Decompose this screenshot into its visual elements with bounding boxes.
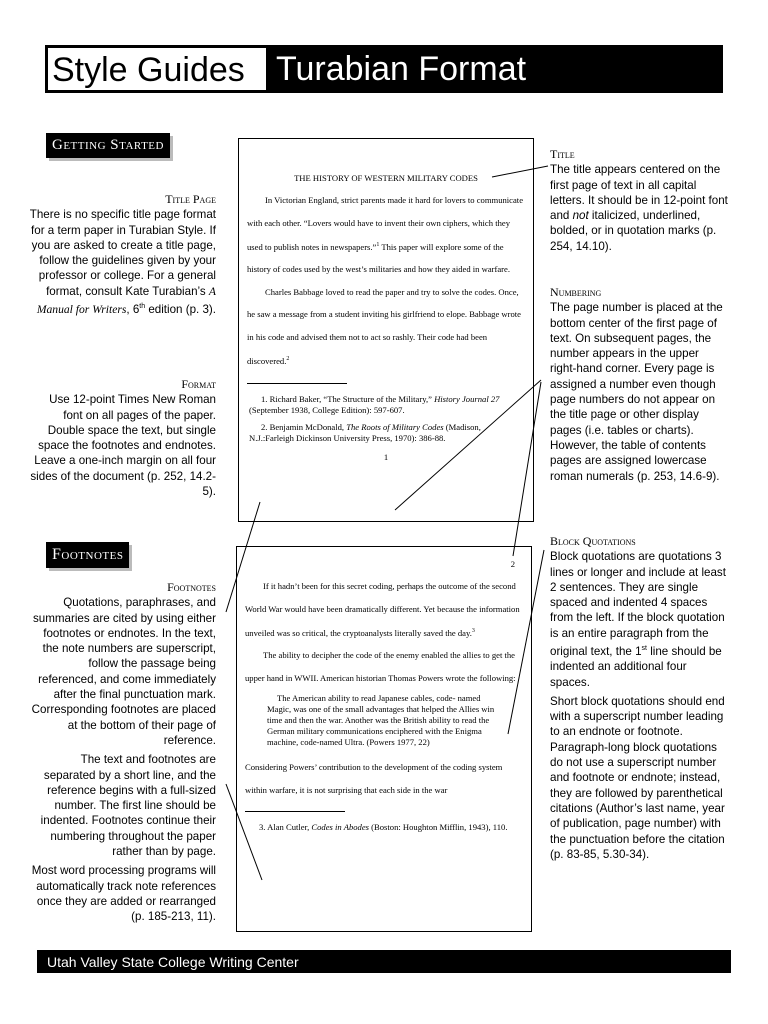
fn2-em: The Roots of Military Codes	[346, 421, 444, 432]
page2-number: 2	[510, 559, 515, 569]
title-page-text-a: There is no specific title page format for a term paper in Turabian Style. If you are asked to create a title page, follow the guidelines given by your professor or college. For a general format, consult Kate Turabian’s	[29, 208, 216, 298]
connector-title	[492, 166, 548, 177]
fn1-em: History Journal 27	[434, 393, 500, 404]
section-footnotes: Footnotes	[46, 542, 129, 568]
fn3-b: (Boston: Houghton Mifflin, 1943), 110.	[369, 822, 508, 833]
title-page-book: A Manual for Writers	[36, 284, 216, 316]
fn3-a: 3. Alan Cutler,	[259, 822, 312, 833]
block-quotations-sup: st	[641, 645, 647, 653]
header-turabian-format: Turabian Format	[276, 50, 527, 88]
page2-block-quote: The American ability to read Japanese cables, code- named Magic, was one of the small advantages that helped the Allies win time and then the war. Another was the British ability to read the German military communications enciphered with the Enigma machine, code-named Ultra. (Powers 1977, 22)	[267, 693, 495, 748]
format-text: Use 12-point Times New Roman font on all pages of the paper. Double space the text, but single space the footnotes and endnotes. Leave a one-inch margin on all four sides of the document (p. 252, 14.2-5).	[30, 393, 216, 499]
title-heading: Title	[550, 147, 575, 161]
footer-text: Utah Valley State College Writing Center	[47, 954, 299, 970]
section-getting-started: Getting Started	[46, 133, 170, 158]
header-style-guides: Style Guides	[47, 47, 267, 91]
page2-sup-3: 3	[471, 628, 475, 634]
page1-sup-1: 1	[376, 242, 380, 248]
numbering-heading: Numbering	[550, 285, 602, 299]
title-text-b: italicized, underlined, bolded, or in quotation marks (p. 254, 14.10).	[550, 209, 717, 253]
fn1-a: 1. Richard Baker, “The Structure of the Military,”	[261, 393, 435, 404]
fn3-em: Codes in Abodes	[311, 822, 370, 833]
page1-sup-2: 2	[286, 356, 290, 363]
title-page-text-b: , 6	[126, 302, 140, 316]
page2-para-1-text: If it hadn’t been for this secret coding, perhaps the outcome of the second World War would have been dramatically different. Yet because the information unveiled was so critical, the cryptoanalysts literally saved the day.	[245, 581, 520, 638]
page1-para-2-text: Charles Babbage loved to read the paper and try to solve the codes. Once, he saw a message from a student inviting his girlfriend to elope. Babbage wrote in his code and advised them not to act so rashly. Their code had been discovered.	[247, 286, 521, 367]
connector-numbering-2	[513, 382, 541, 556]
format-heading: Format	[181, 377, 216, 391]
connector-footnotes-2	[226, 784, 262, 880]
fn2-b: (Madison, N.J.:Farleigh Dickinson University Press, 1970): 386-88.	[249, 421, 481, 443]
page1-para-1-text: In Victorian England, strict parents made it hard for lovers to communicate with each other. “Lovers would have to invent their own ciphers, which they used to publish notes in newspapers.”	[247, 195, 524, 252]
connector-footnotes-1	[226, 502, 260, 612]
fn2-a: 2. Benjamin McDonald,	[261, 421, 347, 432]
title-text-em: not	[572, 209, 589, 223]
footnotes-para-1: Quotations, paraphrases, and summaries are cited by using either footnotes or endnotes. In the text, the note numbers are superscript, follow the passage being referenced, and come immediately after the final punctuation mark. Corresponding footnotes are placed at the bottom of their page of reference.	[31, 596, 216, 747]
title-text-a: The title appears centered on the first page of text in all capital letters. It should be in 12-point font and	[550, 163, 728, 223]
footnotes-para-2: The text and footnotes are separated by a short line, and the reference begins with a full-sized number. The first line should be indented. Footnotes continue their numbering throughout the paper rather than by page.	[40, 753, 216, 859]
fn1-b: (September 1938, College Edition): 597-607.	[249, 404, 405, 415]
title-page-sup: th	[139, 303, 146, 311]
block-quotations-p1-b: line should be indented an additional four spaces.	[550, 644, 722, 689]
page1-number: 1	[383, 451, 389, 462]
page2-para-3: Considering Powers’ contribution to the development of the coding system within warfare, it is not surprising that each side in the war	[245, 762, 503, 795]
footnotes-para-3: Most word processing programs will automatically track note references once they are added or rearranged (p. 185-213, 11).	[31, 864, 216, 924]
page2-para-2: The ability to decipher the code of the enemy enabled the allies to get the upper hand in WWII. American historian Thomas Powers wrote the following:	[245, 650, 516, 683]
title-page-text-c: edition (p. 3).	[145, 302, 216, 316]
footnotes-heading: Footnotes	[167, 580, 216, 594]
connector-block-quote	[508, 550, 544, 734]
block-quotations-p1-a: Block quotations are quotations 3 lines or longer and include at least 2 sentences. They are single spaced and indented 4 spaces from the left. If the block quotation is an entire paragraph from the original text, the 1	[550, 550, 726, 658]
block-quotations-para-2: Short block quotations should end with a superscript number leading to an endnote or footnote. Paragraph-long block quotations do not use a superscript number and footnote or endnote; instead, they are followed by parenthetical citations (Author’s last name, year of publication, page number) with the punctuation before the citation (p. 83-85, 5.30-34).	[550, 694, 725, 861]
page1-para-1b: This paper will explore some of the history of codes used by the west’s militaries and how they aided in warfare.	[247, 241, 510, 275]
block-quotations-heading: Block Quotations	[550, 534, 636, 548]
numbering-text: The page number is placed at the bottom center of the first page of text. On subsequent pages, the number appears in the upper right-hand corner. Every page is assigned a number even though page numbers do not appear on the title page or other display pages (i.e. tables or charts). However, the table of contents pages are assigned lowercase roman numerals (p. 253, 14.6-9).	[550, 301, 723, 483]
paper-title: THE HISTORY OF WESTERN MILITARY CODES	[294, 173, 478, 183]
connector-numbering-1	[395, 380, 541, 510]
title-page-heading: Title Page	[165, 192, 216, 206]
